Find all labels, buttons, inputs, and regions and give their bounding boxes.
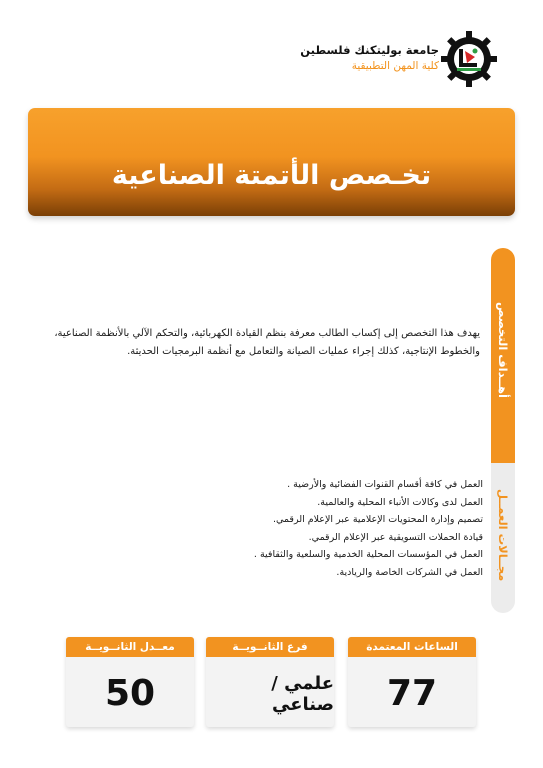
branch-label: فرع الثانــويــة [206, 637, 334, 657]
branch-value: علمي / صناعي [271, 672, 334, 715]
page-title: تخـصص الأتمتة الصناعية [111, 160, 432, 191]
goals-tab-label: أهــداف التخصص [496, 302, 510, 398]
credit-hours-value: 77 [386, 673, 438, 714]
average-value: 50 [104, 673, 156, 714]
list-item: العمل لدى وكالات الأنباء المحلية والعالمية. [317, 496, 483, 508]
credit-hours-label: الساعات المعتمدة [348, 637, 476, 657]
work-fields-tab-label: مجــالات العمــل [496, 488, 510, 582]
average-label: معــدل الثانــويــة [66, 637, 194, 657]
goals-paragraph: يهدف هذا التخصص إلى إكساب الطالب معرفة بنظم القيادة الكهربائية، والتحكم الآلي بالأنظمة الصناعية، والخطوط الإنتاجية، كذلك إجراء عمليات الصيانة والتعامل مع أنظمة البرمجيات الحديثة. [54, 328, 480, 357]
list-item: العمل في كافة أقسام القنوات الفضائية والأرضية . [287, 479, 483, 490]
university-logo-icon [440, 30, 498, 88]
work-fields-list [183, 476, 483, 581]
list-item: العمل في الشركات الخاصة والريادية. [336, 566, 483, 578]
list-item: تصميم وإدارة المحتويات الإعلامية عبر الإعلام الرقمي. [272, 514, 483, 525]
college-name: كلية المهن التطبيقية [351, 60, 439, 72]
university-name: جامعة بوليتكنك فلسطين [300, 43, 439, 57]
list-item: العمل في المؤسسات المحلية الخدمية والسلعية والثقافية . [253, 549, 483, 560]
list-item: قيادة الحملات التسويقية عبر الإعلام الرقمي. [308, 531, 483, 543]
